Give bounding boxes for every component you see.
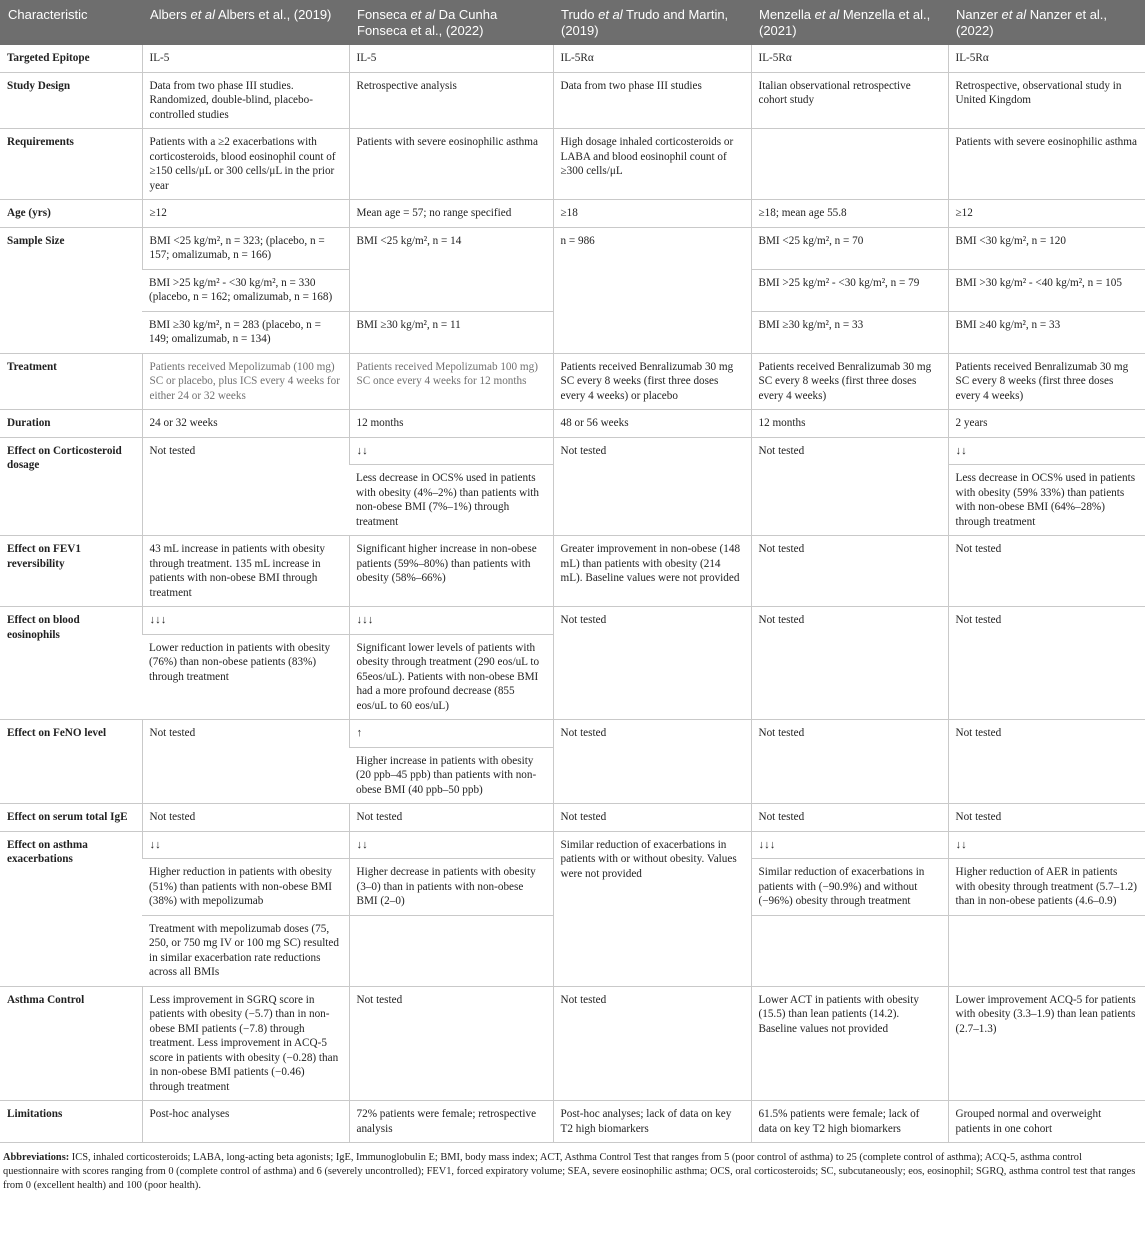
table-cell: Post-hoc analyses — [142, 1101, 349, 1143]
table-cell: Patients with a ≥2 exacerbations with corticosteroids, blood eosinophil count of ≥150 cells/μL or 300 cells/μL in the prior year — [142, 129, 349, 200]
table-cell: BMI ≥30 kg/m², n = 283 (placebo, n = 149; omalizumab, n = 134) — [142, 311, 349, 353]
row-ige — [0, 804, 1145, 832]
table-cell: Not tested — [751, 607, 948, 720]
table-cell: Higher decrease in patients with obesity (3–0) than in patients with non-obese BMI (2–0) — [349, 859, 553, 916]
table-cell: Not tested — [553, 804, 751, 832]
table-cell: 48 or 56 weeks — [553, 410, 751, 438]
table-cell: Not tested — [142, 437, 349, 536]
row-treatment — [0, 353, 1145, 410]
table-cell: ↓↓↓ — [142, 607, 349, 635]
row-duration — [0, 410, 1145, 438]
row-label: Effect on FEV1 reversibility — [0, 536, 142, 607]
row-label: Targeted Epitope — [0, 45, 142, 72]
table-cell: ↓↓ — [142, 831, 349, 859]
table-cell: Not tested — [948, 720, 1145, 804]
header-nanzer: Nanzer et al Nanzer et al., (2022) — [948, 0, 1145, 45]
table-cell: Not tested — [948, 804, 1145, 832]
footnote-text: ICS, inhaled corticosteroids; LABA, long-acting beta agonists; IgE, Immunoglobulin E; BMI, body mass index; ACT, Asthma Control Test that ranges from 5 (poor control of asthma) to 25 (complete control of asthma); ACQ-5, asthma control questionnaire with scores ranging from 0 (complete control of asthma) and 6 (severely uncontrolled); FEV1, forced expiratory volume; SEA, severe eosinophilic asthma; OCS, oral corticosteroids; SC, subcutaneously; eos, eosinophil; SGRQ, asthma control test that ranges from 0 (excellent health) and 100 (poor health). — [3, 1152, 1136, 1191]
table-cell: BMI >25 kg/m² - <30 kg/m², n = 330 (placebo, n = 162; omalizumab, n = 168) — [142, 269, 349, 311]
header-characteristic: Characteristic — [0, 0, 142, 45]
header-trudo: Trudo et al Trudo and Martin, (2019) — [553, 0, 751, 45]
table-cell: ≥12 — [142, 200, 349, 228]
table-cell: 43 mL increase in patients with obesity through treatment. 135 mL increase in patients with non-obese BMI through treatment — [142, 536, 349, 607]
table-cell: Not tested — [751, 437, 948, 536]
table-cell: BMI <25 kg/m², n = 323; (placebo, n = 157; omalizumab, n = 166) — [142, 227, 349, 269]
row-label: Sample Size — [0, 227, 142, 353]
table-cell: IL-5 — [349, 45, 553, 72]
row-label: Effect on blood eosinophils — [0, 607, 142, 720]
table-footnote — [0, 1143, 1145, 1193]
table-cell: Data from two phase III studies. Randomized, double-blind, placebo-controlled studies — [142, 72, 349, 129]
row-label: Requirements — [0, 129, 142, 200]
table-cell: Not tested — [948, 607, 1145, 720]
table-cell: Patients received Mepolizumab 100 mg) SC once every 4 weeks for 12 months — [349, 353, 553, 410]
row-label: Age (yrs) — [0, 200, 142, 228]
table-cell: Less decrease in OCS% used in patients with obesity (59% 33%) than patients with non-obese BMI (64%–28%) through treatment — [948, 465, 1145, 536]
table-cell: ≥18; mean age 55.8 — [751, 200, 948, 228]
header-albers: Albers et al Albers et al., (2019) — [142, 0, 349, 45]
table-cell: BMI ≥30 kg/m², n = 33 — [751, 311, 948, 353]
row-targeted-epitope — [0, 45, 1145, 72]
header-fonseca: Fonseca et al Da Cunha Fonseca et al., (2022) — [349, 0, 553, 45]
table-cell: Patients received Benralizumab 30 mg SC every 8 weeks (first three doses every 4 weeks) or placebo — [553, 353, 751, 410]
table-cell: Lower improvement ACQ-5 for patients with obesity (3.3–1.9) than lean patients (2.7–1.3) — [948, 986, 1145, 1101]
table-cell — [751, 129, 948, 200]
table-cell: BMI ≥40 kg/m², n = 33 — [948, 311, 1145, 353]
table-cell: Retrospective, observational study in United Kingdom — [948, 72, 1145, 129]
row-sample-size — [0, 227, 1145, 269]
header-row — [0, 0, 1145, 45]
table-cell: Grouped normal and overweight patients in one cohort — [948, 1101, 1145, 1143]
table-cell — [948, 915, 1145, 986]
table-cell: Similar reduction of exacerbations in patients with (−90.9%) and without (−96%) obesity through treatment — [751, 859, 948, 916]
table-cell: Not tested — [553, 720, 751, 804]
table-cell: Post-hoc analyses; lack of data on key T2 high biomarkers — [553, 1101, 751, 1143]
table-cell: Not tested — [142, 804, 349, 832]
table-cell: BMI ≥30 kg/m², n = 11 — [349, 311, 553, 353]
table-cell: Less improvement in SGRQ score in patients with obesity (−5.7) than in non-obese BMI patients (−7.8) through treatment. Less improvement in ACQ-5 score in patients with obesity (−0.28) than in non-obese BMI patients (−0.46) through treatment — [142, 986, 349, 1101]
table-cell: Not tested — [142, 720, 349, 804]
table-cell: BMI >25 kg/m² - <30 kg/m², n = 79 — [751, 269, 948, 311]
row-label: Study Design — [0, 72, 142, 129]
table-cell: Higher increase in patients with obesity (20 ppb–45 ppb) than patients with non-obese BMI (40 ppb–50 ppb) — [349, 747, 553, 804]
table-cell: IL-5Rα — [751, 45, 948, 72]
table-cell: ↓↓ — [349, 437, 553, 465]
table-cell: Mean age = 57; no range specified — [349, 200, 553, 228]
row-label: Limitations — [0, 1101, 142, 1143]
table-cell: ↓↓↓ — [751, 831, 948, 859]
table-cell: 61.5% patients were female; lack of data on key T2 high biomarkers — [751, 1101, 948, 1143]
row-label: Treatment — [0, 353, 142, 410]
row-feno — [0, 720, 1145, 748]
table-cell: Patients received Benralizumab 30 mg SC every 8 weeks (first three doses every 4 weeks) — [948, 353, 1145, 410]
row-label: Effect on asthma exacerbations — [0, 831, 142, 986]
table-cell: ↓↓↓ — [349, 607, 553, 635]
table-cell: Patients with severe eosinophilic asthma — [349, 129, 553, 200]
table-cell — [751, 915, 948, 986]
table-cell: ≥12 — [948, 200, 1145, 228]
table-cell: ↓↓ — [948, 831, 1145, 859]
row-label: Duration — [0, 410, 142, 438]
table-cell: Greater improvement in non-obese (148 mL) than patients with obesity (214 mL). Baseline values were not provided — [553, 536, 751, 607]
table-cell: Not tested — [751, 536, 948, 607]
footnote-label: Abbreviations: — [3, 1152, 70, 1163]
table-cell: Not tested — [553, 607, 751, 720]
row-eosinophils — [0, 607, 1145, 635]
row-study-design — [0, 72, 1145, 129]
row-age — [0, 200, 1145, 228]
table-cell: Not tested — [751, 720, 948, 804]
table-cell: BMI <25 kg/m², n = 70 — [751, 227, 948, 269]
row-label: Effect on FeNO level — [0, 720, 142, 804]
table-cell: Lower ACT in patients with obesity (15.5) than lean patients (14.2). Baseline values not provided — [751, 986, 948, 1101]
row-label: Effect on Corticosteroid dosage — [0, 437, 142, 536]
row-requirements — [0, 129, 1145, 200]
table-cell: Patients with severe eosinophilic asthma — [948, 129, 1145, 200]
table-cell: Less decrease in OCS% used in patients with obesity (4%–2%) than patients with non-obese BMI (7%–1%) through treatment — [349, 465, 553, 536]
table-cell: Not tested — [553, 986, 751, 1101]
table-cell: Patients received Mepolizumab (100 mg) SC or placebo, plus ICS every 4 weeks for either 24 or 32 weeks — [142, 353, 349, 410]
row-label: Asthma Control — [0, 986, 142, 1101]
table-cell: Higher reduction of AER in patients with obesity through treatment (5.7–1.2) than in non-obese patients (4.6–0.9) — [948, 859, 1145, 916]
table-cell: Higher reduction in patients with obesity (51%) than patients with non-obese BMI (38%) with mepolizumab — [142, 859, 349, 916]
table-cell: IL-5Rα — [553, 45, 751, 72]
table-cell: 2 years — [948, 410, 1145, 438]
table-cell: Not tested — [948, 536, 1145, 607]
table-cell: Significant higher increase in non-obese patients (59%–80%) than patients with obesity (58%–66%) — [349, 536, 553, 607]
row-exacerbations — [0, 831, 1145, 859]
header-menzella: Menzella et al Menzella et al., (2021) — [751, 0, 948, 45]
row-corticosteroid — [0, 437, 1145, 465]
table-cell: Treatment with mepolizumab doses (75, 250, or 750 mg IV or 100 mg SC) resulted in similar exacerbation rate reductions across all BMIs — [142, 915, 349, 986]
table-cell: Not tested — [349, 986, 553, 1101]
table-cell: BMI >30 kg/m² - <40 kg/m², n = 105 — [948, 269, 1145, 311]
table-cell: ↓↓ — [948, 437, 1145, 465]
table-cell: High dosage inhaled corticosteroids or LABA and blood eosinophil count of ≥300 cells/μL — [553, 129, 751, 200]
table-cell: BMI <25 kg/m², n = 14 — [349, 227, 553, 311]
table-cell: Significant lower levels of patients with obesity through treatment (290 eos/uL to 65eos/uL). Patients with non-obese BMI had a more profound decrease (855 eos/uL to 60 eos/uL) — [349, 634, 553, 720]
table-cell: Similar reduction of exacerbations in patients with or without obesity. Values were not provided — [553, 831, 751, 986]
table-cell: Not tested — [349, 804, 553, 832]
table-cell: ↓↓ — [349, 831, 553, 859]
table-cell: 24 or 32 weeks — [142, 410, 349, 438]
row-asthma-control — [0, 986, 1145, 1101]
table-cell: Not tested — [553, 437, 751, 536]
table-cell: BMI <30 kg/m², n = 120 — [948, 227, 1145, 269]
table-cell: ↑ — [349, 720, 553, 748]
table-cell: Data from two phase III studies — [553, 72, 751, 129]
table-cell: IL-5Rα — [948, 45, 1145, 72]
table-cell: ≥18 — [553, 200, 751, 228]
table-cell: Patients received Benralizumab 30 mg SC every 8 weeks (first three doses every 4 weeks) — [751, 353, 948, 410]
row-label: Effect on serum total IgE — [0, 804, 142, 832]
table-cell: Lower reduction in patients with obesity (76%) than non-obese patients (83%) through treatment — [142, 634, 349, 720]
table-cell: Retrospective analysis — [349, 72, 553, 129]
table-cell — [349, 915, 553, 986]
table-cell: IL-5 — [142, 45, 349, 72]
table-cell: 12 months — [751, 410, 948, 438]
table-cell: 12 months — [349, 410, 553, 438]
table-cell: 72% patients were female; retrospective analysis — [349, 1101, 553, 1143]
table-cell: n = 986 — [553, 227, 751, 353]
table-cell: Not tested — [751, 804, 948, 832]
table-cell: Italian observational retrospective cohort study — [751, 72, 948, 129]
row-fev1 — [0, 536, 1145, 607]
row-limitations — [0, 1101, 1145, 1143]
